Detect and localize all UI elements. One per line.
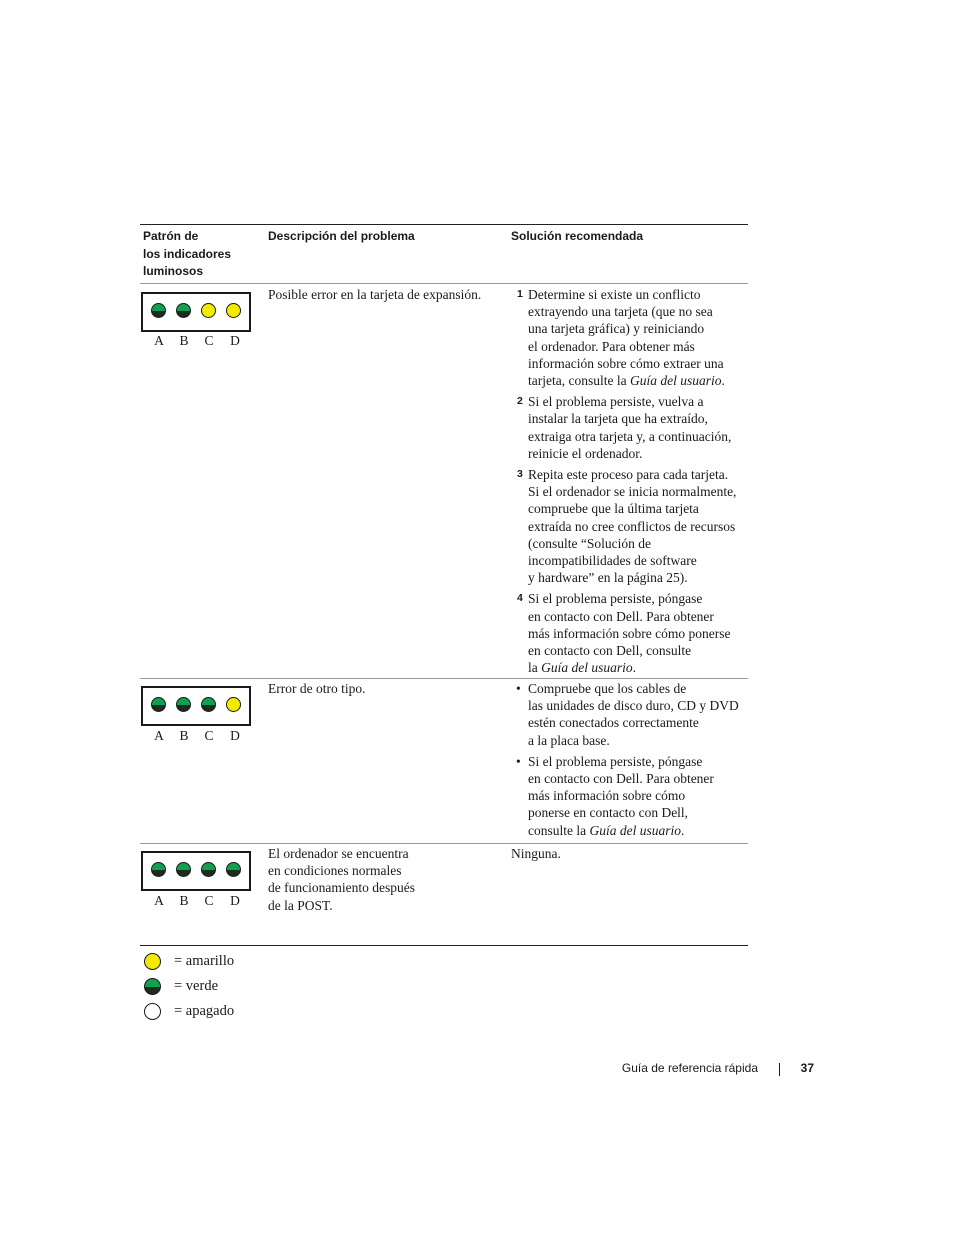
row-separator (140, 843, 748, 844)
led-label-c: C (204, 893, 214, 908)
led-a (151, 303, 166, 318)
description-line: de la POST. (268, 897, 333, 913)
footer-title: Guía de referencia rápida (621, 1061, 758, 1075)
solution-steps (514, 680, 748, 843)
step-line: el ordenador. Para obtener más (528, 338, 695, 354)
step-line: reinicie el ordenador. (528, 445, 643, 461)
step-line: Determine si existe un conflicto (528, 287, 701, 302)
step-line: Si el problema persiste, vuelva a (528, 394, 704, 410)
description-line: en condiciones normales (268, 863, 402, 879)
led-label-b: B (179, 728, 189, 743)
step-line: más información sobre cómo ponerse (528, 625, 731, 641)
led-label-c: C (204, 728, 214, 743)
description-line: Error de otro tipo. (268, 681, 366, 696)
step-line: y hardware” en la página 25). (528, 570, 688, 586)
header-pattern (143, 228, 231, 281)
led-label-a: A (154, 333, 164, 348)
step-line: Si el ordenador se inicia normalmente, (528, 484, 737, 500)
led-c (201, 303, 216, 318)
led-b (176, 697, 191, 712)
bullet-marker: • (516, 753, 521, 769)
solution-step (514, 393, 748, 462)
step-line: estén conectados correctamente (528, 715, 699, 731)
solution-steps (514, 286, 748, 680)
step-line: en contacto con Dell, consulte (528, 643, 692, 659)
footer-separator (779, 1063, 780, 1076)
step-line: extraída no cree conflictos de recursos (528, 518, 736, 534)
header-solution-label: Solución recomendada (511, 229, 644, 243)
solution-bullet (514, 680, 748, 749)
solution-step (514, 286, 748, 389)
tail-prefix: tarjeta, consulte la (528, 373, 630, 389)
step-line: compruebe que la última tarjeta (528, 501, 699, 517)
step-line: extraiga otra tarjeta y, a continuación, (528, 428, 732, 444)
tail-prefix: la (528, 660, 542, 676)
legend-label: = verde (174, 978, 219, 994)
tail-suffix: . (632, 660, 637, 676)
led-label-b: B (179, 893, 189, 908)
tail-suffix: . (721, 373, 725, 389)
user-guide-reference: Guía del usuario (629, 373, 722, 389)
step-number: 2 (517, 395, 523, 408)
legend-label: = apagado (174, 1003, 235, 1019)
led-panel (141, 686, 251, 726)
led-panel (141, 851, 251, 891)
step-number: 3 (517, 468, 523, 481)
led-label-d: D (230, 728, 240, 743)
led-c (201, 862, 216, 877)
led-d (226, 303, 241, 318)
description-line: de funcionamiento después (268, 880, 415, 896)
solution-step (514, 466, 748, 586)
step-line: Si el problema persiste, póngase (528, 753, 703, 769)
problem-description (268, 845, 503, 914)
step-line: ponerse en contacto con Dell, (528, 805, 689, 821)
header-description-label: Descripción del problema (268, 229, 415, 243)
step-line: (consulte “Solución de (528, 535, 651, 551)
description-line: Posible error en la tarjeta de expansión. (268, 287, 482, 302)
user-guide-reference: Guía del usuario (541, 660, 633, 676)
step-line: una tarjeta gráfica) y reiniciando (528, 321, 705, 337)
header-description (268, 228, 415, 246)
step-line: más información sobre cómo (528, 788, 686, 804)
step-line: instalar la tarjeta que ha extraído, (528, 411, 708, 427)
led-label-d: D (230, 333, 240, 348)
led-d (226, 697, 241, 712)
page-footer (560, 1061, 820, 1081)
led-label-a: A (154, 728, 164, 743)
step-number: 1 (517, 288, 523, 300)
led-panel (141, 292, 251, 332)
step-line-tail (528, 822, 748, 839)
off-led-icon (144, 1003, 161, 1020)
led-d (226, 862, 241, 877)
solution-step (514, 590, 748, 676)
yellow-led-icon (144, 953, 161, 970)
solution-bullet (514, 753, 748, 839)
header-pattern-line: los indicadores (143, 246, 232, 261)
led-c (201, 697, 216, 712)
step-line: las unidades de disco duro, CD y DVD (528, 698, 739, 714)
step-line: Si el problema persiste, póngase (528, 591, 703, 607)
step-line: Repita este proceso para cada tarjeta. (528, 467, 729, 483)
bullet-marker: • (516, 681, 521, 696)
tail-suffix: . (681, 822, 685, 838)
led-b (176, 303, 191, 318)
problem-description (268, 286, 503, 303)
step-line: información sobre cómo extraer una (528, 355, 724, 371)
led-label-a: A (154, 893, 164, 908)
led-b (176, 862, 191, 877)
led-label-c: C (204, 333, 214, 348)
problem-description (268, 680, 503, 697)
solution-text: Ninguna. (511, 846, 561, 861)
led-a (151, 697, 166, 712)
step-line: en contacto con Dell. Para obtener (528, 771, 714, 787)
step-line-tail (528, 659, 748, 676)
led-label-d: D (230, 893, 240, 908)
header-rule (140, 283, 748, 284)
green-led-icon (144, 978, 161, 995)
step-line: Compruebe que los cables de (528, 681, 687, 696)
step-line: en contacto con Dell. Para obtener (528, 608, 714, 624)
table-bottom-rule (140, 945, 748, 946)
user-guide-reference: Guía del usuario (589, 822, 681, 838)
step-number: 4 (517, 592, 523, 605)
description-line: El ordenador se encuentra (268, 846, 409, 861)
table-top-rule (140, 224, 748, 225)
step-line: incompatibilidades de software (528, 553, 697, 569)
led-label-b: B (179, 333, 189, 348)
header-pattern-line: Patrón de (143, 229, 199, 243)
step-line-tail (528, 372, 748, 389)
row-separator (140, 678, 748, 679)
led-a (151, 862, 166, 877)
header-pattern-line: luminosos (143, 264, 204, 278)
tail-prefix: consulte la (528, 822, 590, 838)
step-line: a la placa base. (528, 732, 610, 748)
legend-label: = amarillo (174, 953, 235, 969)
step-line: extrayendo una tarjeta (que no sea (528, 304, 713, 320)
header-solution (511, 228, 643, 246)
page-number: 37 (800, 1061, 814, 1075)
